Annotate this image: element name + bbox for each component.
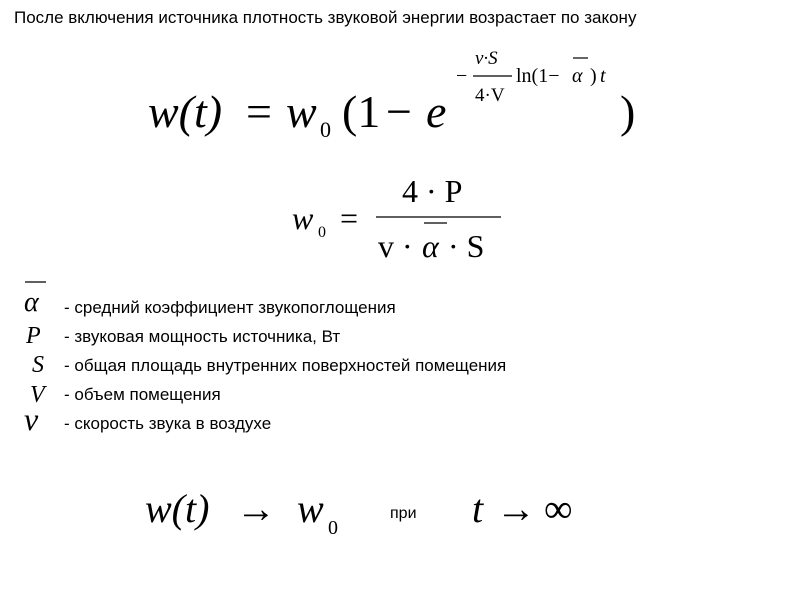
formula2-w: w: [292, 200, 314, 236]
limit-pri-label: при: [390, 505, 417, 522]
exp-denominator: 4·V: [475, 85, 505, 106]
limit-sub0: 0: [328, 517, 338, 539]
formula1-close: ): [620, 86, 636, 137]
exp-t: t: [600, 65, 606, 87]
svg-text:v: v: [24, 404, 39, 436]
legend-symbol-v-speed: [20, 404, 60, 436]
limit-infinity: ∞: [544, 486, 573, 531]
limit-lhs: w(t): [145, 486, 210, 531]
formula2-den-v: v ·: [378, 228, 413, 264]
formula2-eq: =: [340, 200, 359, 236]
formula1-minus: −: [386, 86, 412, 137]
limit-w: w: [297, 486, 324, 531]
formula1-e: e: [426, 86, 447, 137]
legend-symbol-s: [20, 349, 60, 377]
formula1-w: w: [286, 86, 317, 137]
legend-text-alpha: - средний коэффициент звукопоглощения: [64, 298, 396, 317]
legend-symbol-alpha: [20, 280, 60, 316]
formula2-den-s: · S: [448, 228, 485, 264]
formula2-numerator: 4 · P: [402, 173, 463, 209]
exp-ln: ln(1−: [516, 65, 560, 87]
legend-text-p: - звуковая мощность источника, Вт: [64, 327, 341, 346]
svg-text:α: α: [24, 287, 39, 316]
legend-symbol-p: [20, 320, 60, 348]
exp-numerator: v·S: [475, 48, 498, 69]
legend-text-v-volume: - объем помещения: [64, 385, 221, 404]
svg-text:P: P: [26, 323, 41, 348]
formula1-sub0: 0: [320, 117, 331, 142]
legend-symbol-v-volume: [20, 378, 60, 406]
intro-text: После включения источника плотность звуковой энергии возрастает по закону: [14, 8, 637, 27]
limit-arrow: →: [236, 486, 276, 531]
formula2-den-alpha: α: [422, 228, 439, 264]
limit-t: t: [472, 486, 484, 531]
exp-close: ): [590, 65, 597, 87]
formula-w0: [0, 160, 800, 270]
exp-alpha: α: [572, 65, 583, 87]
exp-minus: −: [456, 65, 468, 87]
limit-arrow2: →: [496, 486, 536, 531]
formula2-sub0: 0: [318, 224, 326, 241]
svg-text:V: V: [30, 382, 45, 406]
formula1-open: (1: [342, 86, 381, 137]
legend-text-v-speed: - скорость звука в воздухе: [64, 414, 272, 433]
formula-growth: [0, 0, 800, 170]
formula1-lhs: w(t): [148, 86, 223, 137]
svg-text:S: S: [32, 352, 44, 377]
legend-text-s: - общая площадь внутренних поверхностей помещения: [64, 356, 507, 375]
formula1-eq: =: [246, 86, 272, 137]
